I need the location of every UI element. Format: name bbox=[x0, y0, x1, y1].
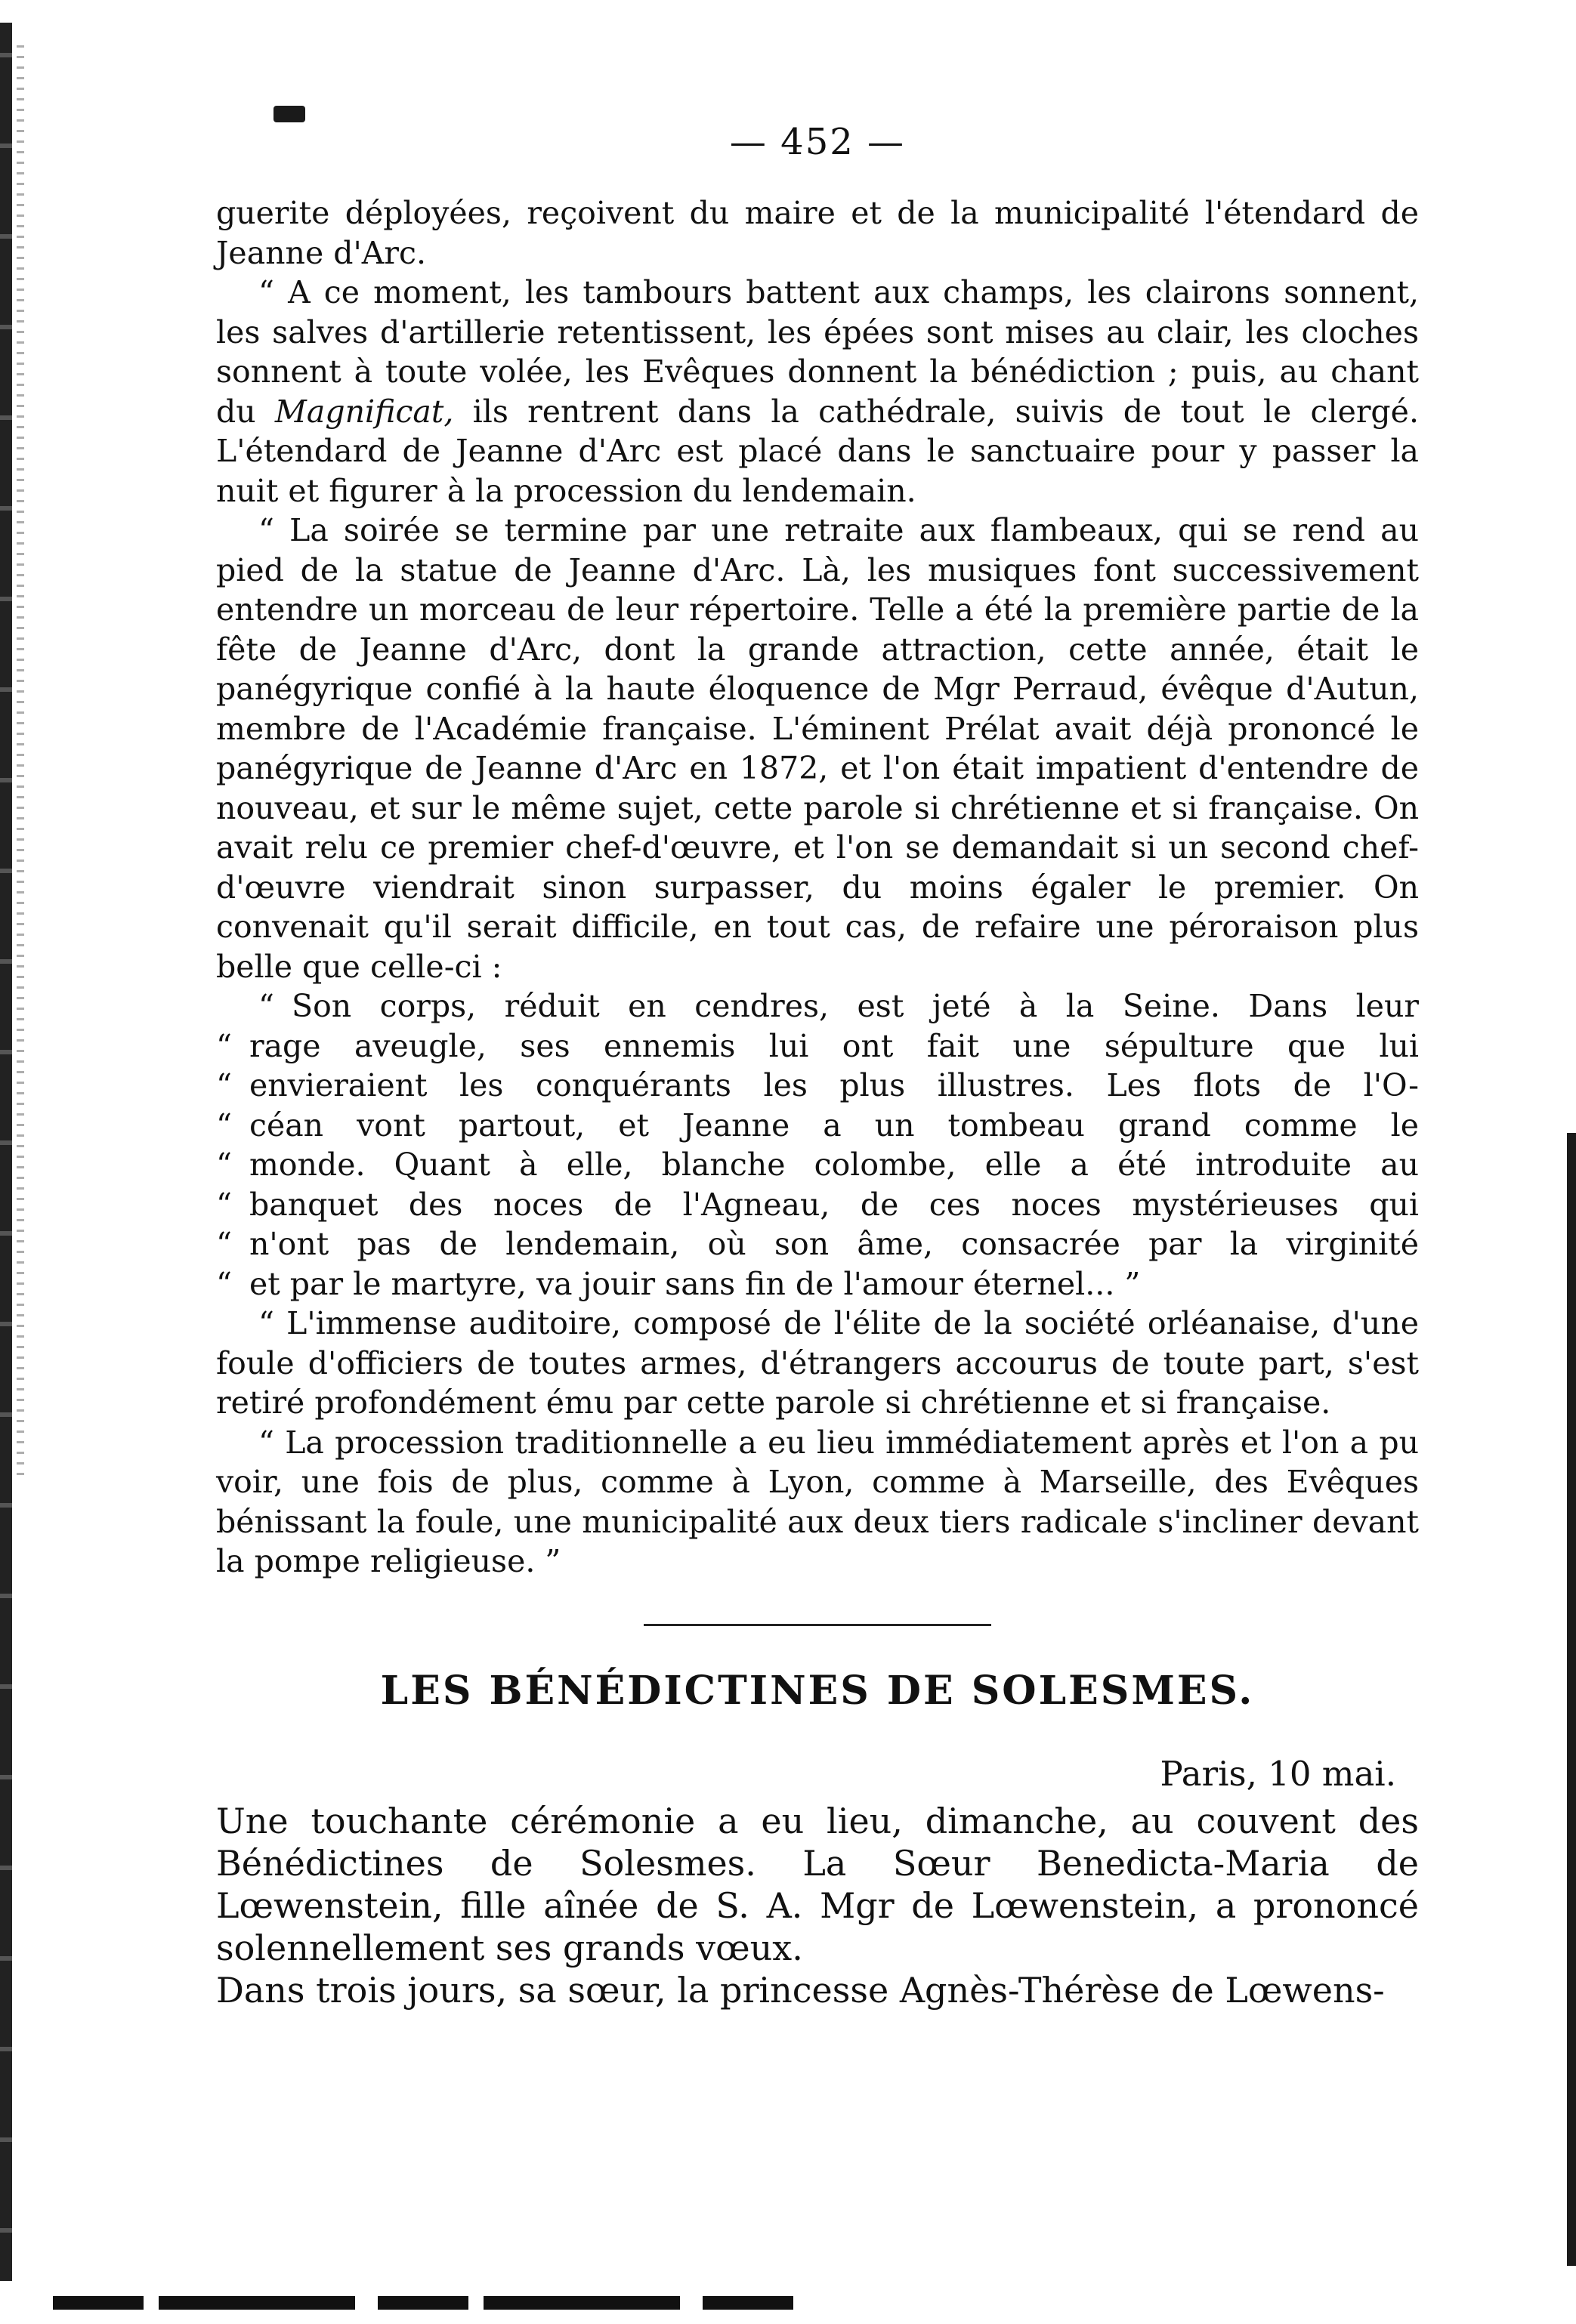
document-page bbox=[216, 121, 1419, 2011]
quote-mark: “ bbox=[216, 1226, 232, 1262]
quote-line-text: rage aveugle, ses ennemis lui ont fait une sépulture que lui bbox=[249, 1027, 1419, 1064]
quote-mark: “ bbox=[216, 1265, 232, 1302]
paragraph-procession: “ La procession traditionnelle a eu lieu immédiatement après et l'on a pu voir, une fois de plus, comme à Lyon, comme à Marseille, des Evêques bénissant la foule, une municipalité aux deux tiers radicale s'incliner devant la pompe religieuse. ” bbox=[216, 1424, 1419, 1579]
ceremony-text-end: ils rentrent dans la cathédrale, suivis de tout le clergé. L'étendard de Jeanne d'Arc est placé dans le sanctuaire pour y passer la nuit et figurer à la procession du lendemain. bbox=[216, 393, 1419, 509]
section-divider bbox=[644, 1624, 991, 1626]
magnificat-italic: Magnificat, bbox=[274, 393, 454, 430]
paragraph-ceremony bbox=[216, 273, 1419, 511]
quote-line bbox=[216, 1026, 1419, 1066]
section-title: LES BÉNÉDICTINES DE SOLESMES. bbox=[380, 1667, 1255, 1714]
scan-bottom-bar bbox=[53, 2296, 808, 2310]
ceremony-text-start: “ A ce moment, les tambours battent aux champs, les clairons sonnent, les salves d'artillerie retentissent, les épées sont mises au clair, les cloches sonnent à toute volée, les Evêques donnent la bénédiction ; puis, au chant du bbox=[216, 274, 1419, 430]
scan-right-edge bbox=[1567, 1133, 1576, 2266]
paragraph-audience: “ L'immense auditoire, composé de l'élite de la société orléanaise, d'une foule d'officiers de toutes armes, d'étrangers accourus de toute part, s'est retiré profondément ému par cette parole si chrétienne et si française. bbox=[216, 1305, 1419, 1421]
quote-line-text: et par le martyre, va jouir sans fin de l'amour éternel... ” bbox=[249, 1265, 1141, 1302]
quote-line bbox=[216, 1106, 1419, 1146]
quote-line-text: Son corps, réduit en cendres, est jeté à la Seine. Dans leur bbox=[292, 988, 1419, 1024]
quote-line bbox=[216, 1066, 1419, 1106]
quote-line-text: n'ont pas de lendemain, où son âme, consacrée par la virginité bbox=[249, 1226, 1419, 1262]
paragraph-solesmes: Une touchante cérémonie a eu lieu, dimanche, au couvent des Bénédictines de Solesmes. La Sœur Benedicta-Maria de Lœwenstein, fille aînée de S. A. Mgr de Lœwenstein, a prononcé solennellement ses grands vœux. bbox=[216, 1800, 1419, 1968]
quote-line bbox=[216, 986, 1419, 1026]
scan-ink-mark bbox=[273, 106, 305, 122]
paragraph-continuation: guerite déployées, reçoivent du maire et de la municipalité l'étendard de Jeanne d'Arc. bbox=[216, 195, 1419, 271]
quote-line-text: monde. Quant à elle, blanche colombe, elle a été introduite au bbox=[249, 1147, 1419, 1183]
quote-mark: “ bbox=[258, 988, 274, 1024]
peroration-quote bbox=[216, 986, 1419, 1304]
paragraph-evening: “ La soirée se termine par une retraite aux flambeaux, qui se rend au pied de la statue de Jeanne d'Arc. Là, les musiques font successivement entendre un morceau de leur répertoire. Telle a été la première partie de la fête de Jeanne d'Arc, dont la grande attraction, cette année, était le panégyrique confié à la haute éloquence de Mgr Perraud, évêque d'Autun, membre de l'Académie française. L'éminent Prélat avait déjà prononcé le panégyrique de Jeanne d'Arc en 1872, et l'on était impatient d'entendre de nouveau, et sur le même sujet, cette parole si chrétienne et si française. On avait relu ce premier chef-d'œuvre, et l'on se demandait si un second chef-d'œuvre viendrait sinon surpasser, du moins égaler le premier. On convenait qu'il serait difficile, en tout cas, de refaire une péroraison plus belle que celle-ci : bbox=[216, 512, 1419, 985]
quote-line bbox=[216, 1145, 1419, 1185]
quote-line-text: envieraient les conquérants les plus illustres. Les flots de l'O- bbox=[249, 1067, 1419, 1103]
paragraph-sister: Dans trois jours, sa sœur, la princesse Agnès-Thérèse de Lœwens- bbox=[216, 1969, 1385, 2011]
dateline: Paris, 10 mai. bbox=[1160, 1753, 1396, 1794]
scan-left-dots bbox=[17, 45, 24, 1480]
quote-line bbox=[216, 1264, 1419, 1304]
quote-mark: “ bbox=[216, 1027, 232, 1064]
quote-mark: “ bbox=[216, 1147, 232, 1183]
quote-line-text: banquet des noces de l'Agneau, de ces noces mystérieuses qui bbox=[249, 1186, 1419, 1223]
scan-left-edge bbox=[0, 23, 12, 2281]
quote-line bbox=[216, 1224, 1419, 1264]
quote-mark: “ bbox=[216, 1106, 232, 1143]
quote-mark: “ bbox=[216, 1186, 232, 1223]
quote-line bbox=[216, 1185, 1419, 1225]
quote-line-text: céan vont partout, et Jeanne a un tombeau grand comme le bbox=[249, 1106, 1419, 1143]
page-number: — 452 — bbox=[729, 121, 906, 163]
quote-mark: “ bbox=[216, 1067, 232, 1103]
